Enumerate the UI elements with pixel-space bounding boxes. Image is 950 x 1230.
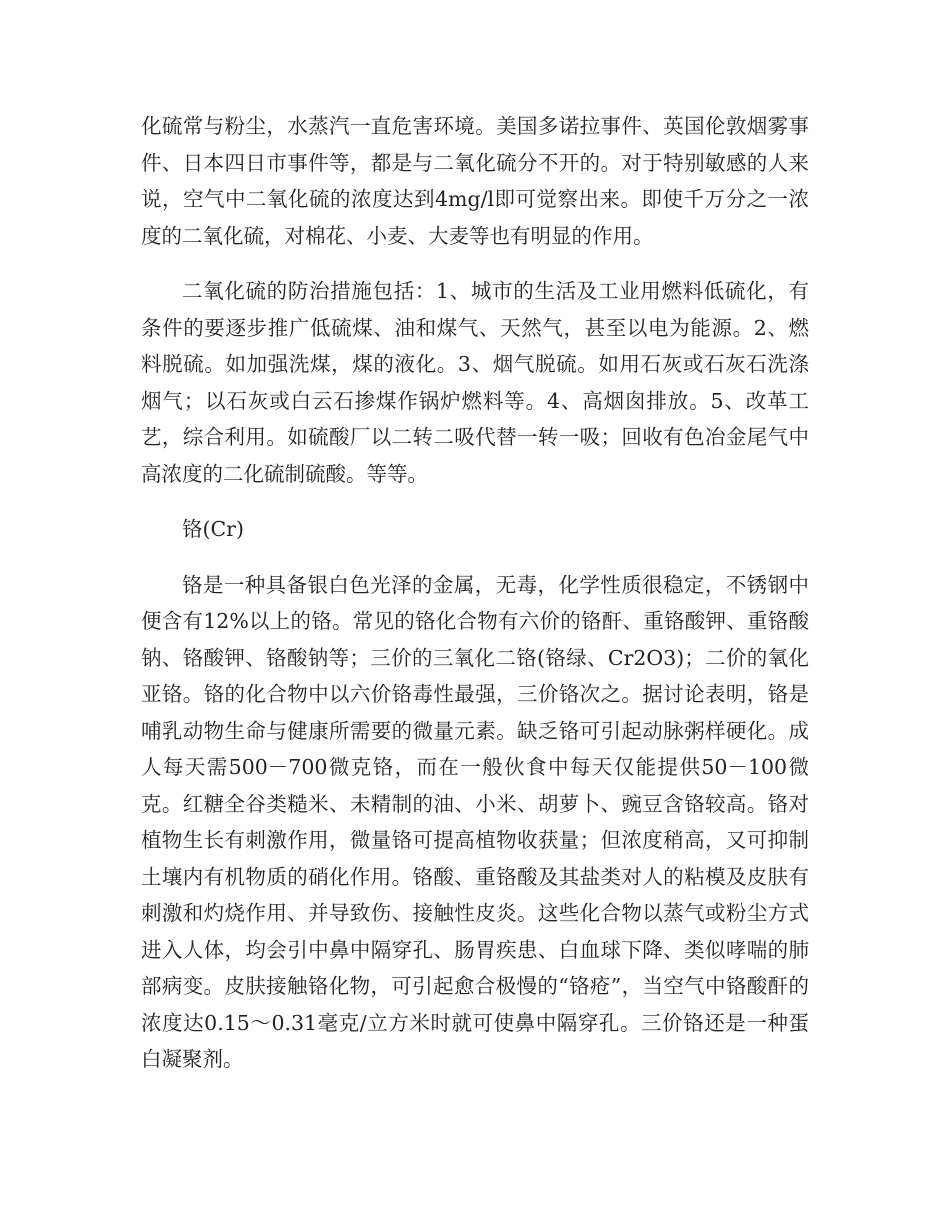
document-body — [141, 108, 809, 1078]
section-heading-chromium: 铬(Cr) — [182, 517, 244, 541]
paragraph-so2-hazards: 化硫常与粉尘，水蒸汽一直危害环境。美国多诺拉事件、英国伦敦烟雾事件、日本四日市事件等，都是与二氧化硫分不开的。对于特别敏感的人来说，空气中二氧化硫的浓度达到4mg/l即可觉察出来。即使千万分之一浓度的二氧化硫，对棉花、小麦、大麦等也有明显的作用。 — [141, 114, 809, 248]
paragraph-so2-prevention: 二氧化硫的防治措施包括：1、城市的生活及工业用燃料低硫化，有条件的要逐步推广低硫煤、油和煤气、天然气，甚至以电为能源。2、燃料脱硫。如加强洗煤，煤的液化。3、烟气脱硫。如用石灰或石灰石洗涤烟气；以石灰或白云石掺煤作锅炉燃料等。4、高烟囱排放。5、改革工艺，综合利用。如硫酸厂以二转二吸代替一转一吸；回收有色冶金尾气中高浓度的二化硫制硫酸。等等。 — [141, 279, 809, 486]
paragraph-chromium: 铬是一种具备银白色光泽的金属，无毒，化学性质很稳定，不锈钢中便含有12%以上的铬。常见的铬化合物有六价的铬酐、重铬酸钾、重铬酸钠、铬酸钾、铬酸钠等；三价的三氧化二铬(铬绿、Cr2O3)；二价的氧化亚铬。铬的化合物中以六价铬毒性最强，三价铬次之。据讨论表明，铬是哺乳动物生命与健康所需要的微量元素。缺乏铬可引起动脉粥样硬化。成人每天需500－700微克铬，而在一般伙食中每天仅能提供50－100微克。红糖全谷类糙米、未精制的油、小米、胡萝卜、豌豆含铬较高。铬对植物生长有刺激作用，微量铬可提高植物收获量；但浓度稍高，又可抑制土壤内有机物质的硝化作用。铬酸、重铬酸及其盐类对人的粘模及皮肤有刺激和灼烧作用、并导致伤、接触性皮炎。这些化合物以蒸气或粉尘方式进入人体，均会引中鼻中隔穿孔、肠胃疾患、白血球下降、类似哮喘的肺部病变。皮肤接触铬化物，可引起愈合极慢的“铬疮”，当空气中铬酸酐的浓度达0.15～0.31毫克/立方米时就可使鼻中隔穿孔。三价铬还是一种蛋白凝聚剂。 — [141, 572, 809, 1071]
